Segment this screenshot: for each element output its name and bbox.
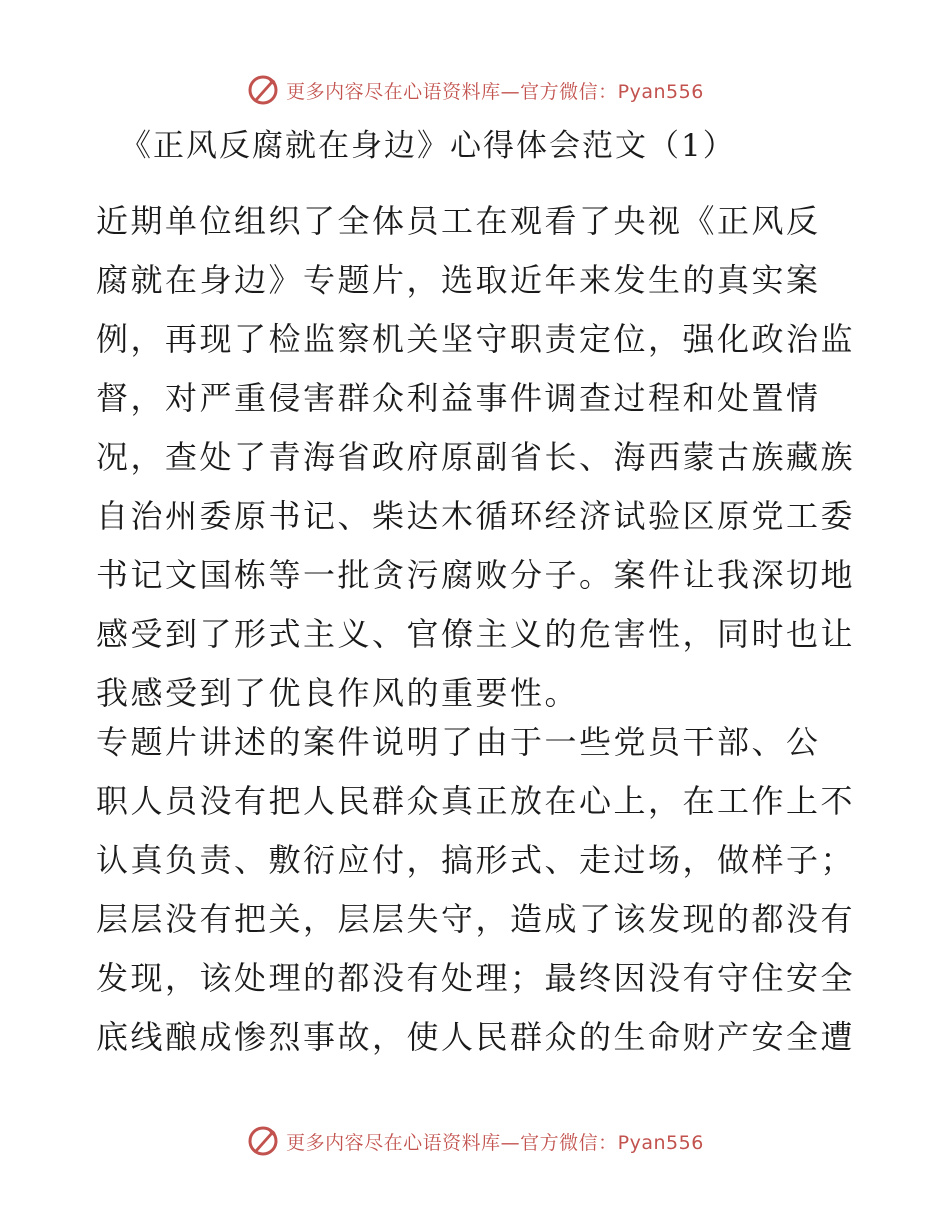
paragraph-line: 例，再现了检监察机关坚守职责定位，强化政治监 xyxy=(96,320,856,358)
paragraph-line: 感受到了形式主义、官僚主义的危害性，同时也让 xyxy=(96,615,856,653)
paragraph-line: 认真负责、敷衍应付，搞形式、走过场，做样子； xyxy=(96,841,856,879)
paragraph-line: 底线酿成惨烈事故，使人民群众的生命财产安全遭 xyxy=(96,1018,856,1056)
paragraph-line: 近期单位组织了全体员工在观看了央视《正风反 xyxy=(96,202,821,240)
paragraph-line: 督，对严重侵害群众利益事件调查过程和处置情 xyxy=(96,379,821,417)
paragraph-line: 我感受到了优良作风的重要性。 xyxy=(96,674,580,712)
paragraph-line: 自治州委原书记、柴达木循环经济试验区原党工委 xyxy=(96,497,856,535)
paragraph-line: 腐就在身边》专题片，选取近年来发生的真实案 xyxy=(96,261,821,299)
paragraph-2 xyxy=(96,713,856,1067)
header-watermark xyxy=(0,70,950,110)
paragraph-1 xyxy=(96,192,856,723)
paragraph-line: 层层没有把关，层层失守，造成了该发现的都没有 xyxy=(96,900,856,938)
document-title: 《正风反腐就在身边》心得体会范文（1） xyxy=(120,128,736,164)
quill-pen-logo-icon xyxy=(246,73,280,107)
paragraph-line: 发现，该处理的都没有处理；最终因没有守住安全 xyxy=(96,959,856,997)
quill-pen-logo-icon xyxy=(246,1124,280,1158)
watermark-text: 更多内容尽在心语资料库—官方微信：Pyan556 xyxy=(286,80,704,103)
paragraph-line: 职人员没有把人民群众真正放在心上，在工作上不 xyxy=(96,782,856,820)
paragraph-line: 况，查处了青海省政府原副省长、海西蒙古族藏族 xyxy=(96,438,856,476)
watermark-text: 更多内容尽在心语资料库—官方微信：Pyan556 xyxy=(286,1131,704,1154)
paragraph-line: 专题片讲述的案件说明了由于一些党员干部、公 xyxy=(96,723,821,761)
footer-watermark xyxy=(0,1121,950,1161)
paragraph-line: 书记文国栋等一批贪污腐败分子。案件让我深切地 xyxy=(96,556,856,594)
